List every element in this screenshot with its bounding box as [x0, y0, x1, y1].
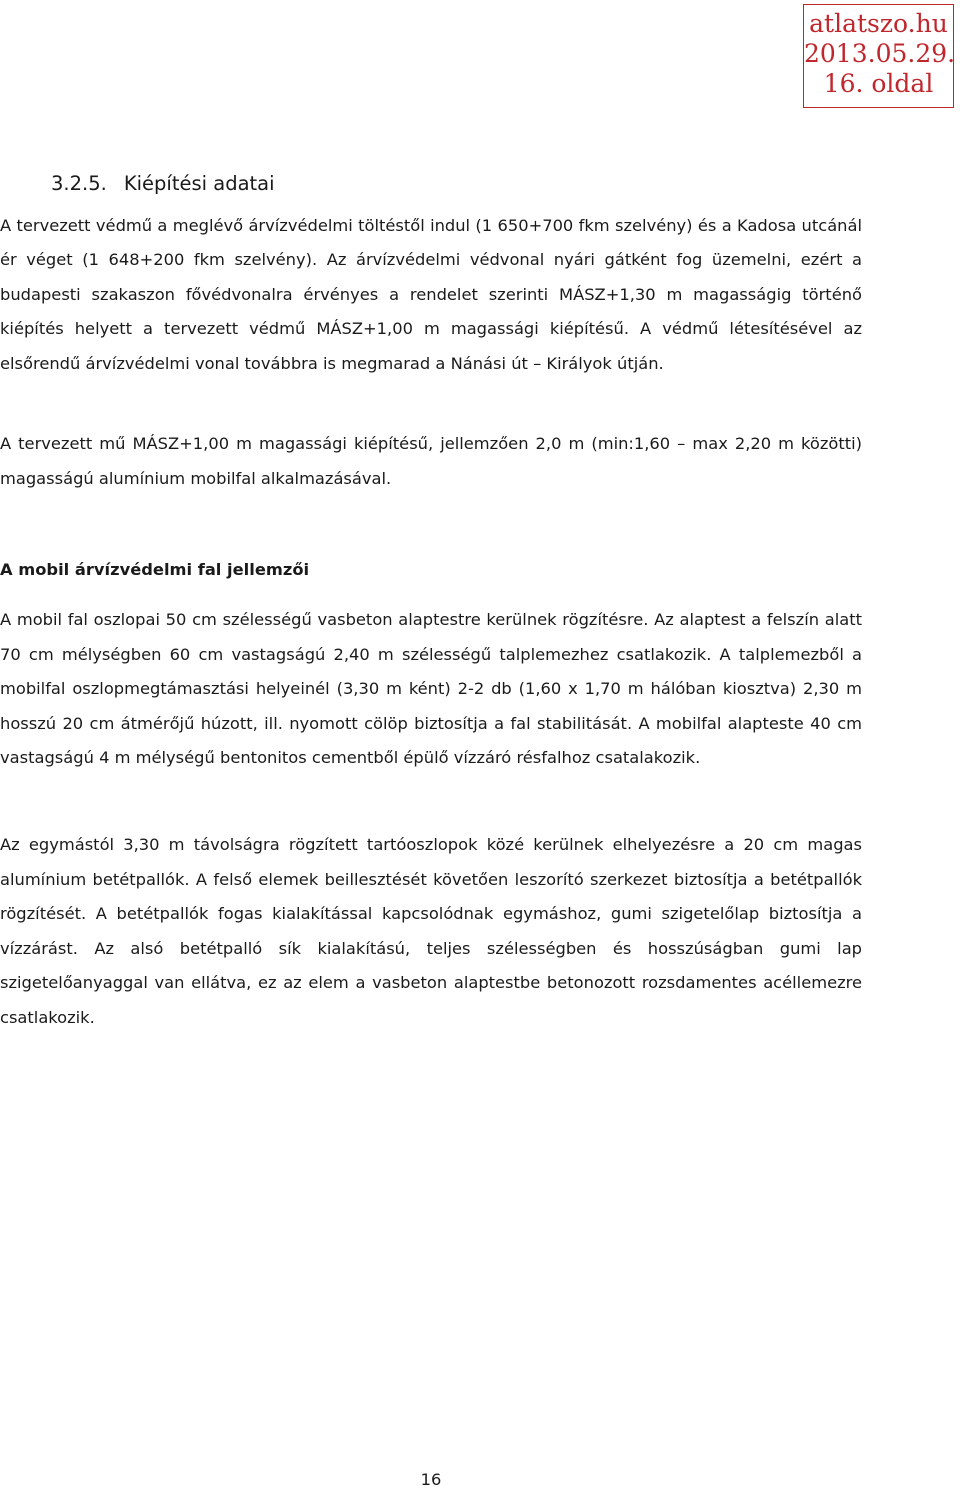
- watermark-stamp: [803, 4, 954, 108]
- section-title: Kiépítési adatai: [123, 172, 275, 195]
- paragraph-panels: Az egymástól 3,30 m távolságra rögzített tartóoszlopok közé kerülnek elhelyezésre a 20 cm magas alumínium betétpallók. A felső elemek beillesztését követően leszorító szerkezet biztosítja a betétpallók rögzítését. A betétpallók fogas kialakítással kapcsolódnak egymáshoz, gumi szigetelőlap biztosítja a vízzárást. Az alsó betétpalló sík kialakítású, teljes szélességben és hosszúságban gumi lap szigetelőanyaggal van ellátva, ez az elem a vasbeton alaptestbe betonozott rozsdamentes acéllemezre csatlakozik.: [0, 835, 862, 1027]
- paragraph-design-overview: A tervezett védmű a meglévő árvízvédelmi töltéstől indul (1 650+700 fkm szelvény) és a Kadosa utcánál ér véget (1 648+200 fkm szelvény). Az árvízvédelmi védvonal nyári gátként fog üzemelni, ezért a budapesti szakaszon fővédvonalra érvényes a rendelet szerinti MÁSZ+1,30 m magasságig történő kiépítés helyett a tervezett védmű MÁSZ+1,00 m magassági kiépítésű. A védmű létesítésével az elsőrendű árvízvédelmi vonal továbbra is megmarad a Nánási út – Királyok útján.: [0, 216, 862, 373]
- subheading-wall-characteristics: A mobil árvízvédelmi fal jellemzői: [0, 560, 310, 579]
- paragraph-foundation: A mobil fal oszlopai 50 cm szélességű vasbeton alaptestre kerülnek rögzítésre. Az alaptest a felszín alatt 70 cm mélységben 60 cm vastagságú 2,40 m szélességű talplemezhez csatlakozik. A talplemezből a mobilfal oszlopmegtámasztási helyeinél (3,30 m ként) 2-2 db (1,60 x 1,70 m hálóban kiosztva) 2,30 m hosszú 20 cm átmérőjű húzott, ill. nyomott cölöp biztosítja a fal stabilitását. A mobilfal alapteste 40 cm vastagságú 4 m mélységű bentonitos cementből épülő vízzáró résfalhoz csatalakozik.: [0, 610, 862, 767]
- page-number: 16: [420, 1470, 442, 1489]
- section-heading: [51, 172, 275, 195]
- stamp-page: 16. oldal: [823, 69, 934, 98]
- stamp-date: 2013.05.29.: [804, 39, 956, 68]
- section-number: 3.2.5.: [51, 172, 107, 195]
- paragraph-mobile-wall-height: A tervezett mű MÁSZ+1,00 m magassági kiépítésű, jellemzően 2,0 m (min:1,60 – max 2,20 m közötti) magasságú alumínium mobilfal alkalmazásával.: [0, 434, 862, 488]
- stamp-site: atlatszo.hu: [809, 9, 948, 38]
